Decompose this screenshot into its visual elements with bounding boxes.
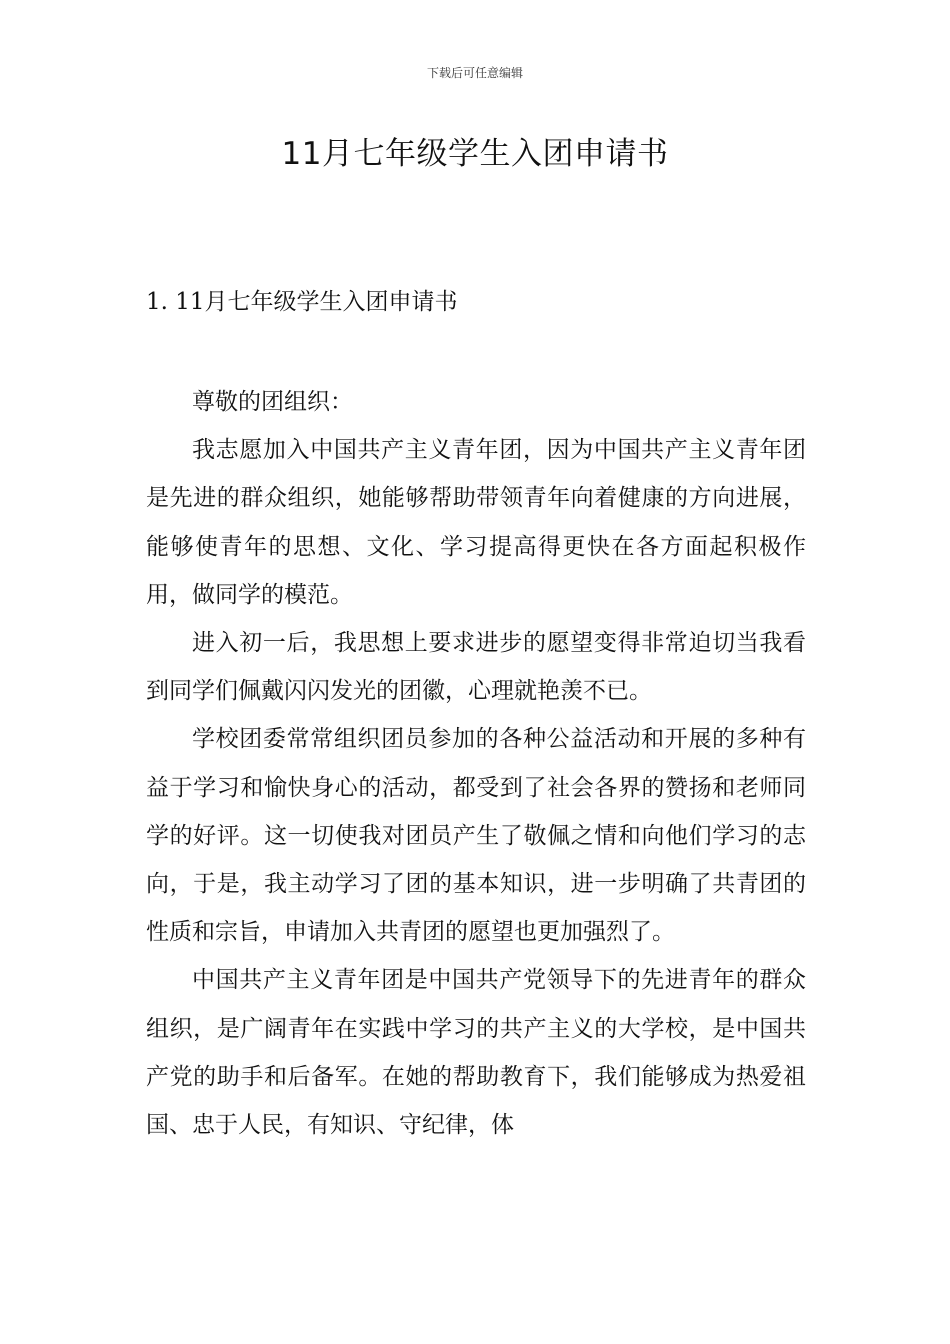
document-title: 11月七年级学生入团申请书	[281, 136, 669, 172]
paragraph: 学校团委常常组织团员参加的各种公益活动和开展的多种有益于学习和愉快身心的活动，都受到了社会各界的赞扬和老师同学的好评。这一切使我对团员产生了敬佩之情和向他们学习的志向，于是，我主动学习了团的基本知识，进一步明确了共青团的性质和宗旨，申请加入共青团的愿望也更加强烈了。	[146, 726, 806, 946]
section-heading: 1. 11月七年级学生入团申请书	[146, 289, 458, 315]
salutation: 尊敬的团组织：	[192, 389, 353, 415]
document-body	[146, 378, 806, 1149]
header-note: 下载后可任意编辑	[426, 66, 523, 80]
paragraph: 进入初一后，我思想上要求进步的愿望变得非常迫切当我看到同学们佩戴闪闪发光的团徽，心理就艳羡不已。	[146, 630, 806, 705]
paragraph: 我志愿加入中国共产主义青年团，因为中国共产主义青年团是先进的群众组织，她能够帮助带领青年向着健康的方向进展，能够使青年的思想、文化、学习提高得更快在各方面起积极作用，做同学的模范。	[146, 437, 806, 608]
paragraph: 中国共产主义青年团是中国共产党领导下的先进青年的群众组织，是广阔青年在实践中学习的共产主义的大学校，是中国共产党的助手和后备军。在她的帮助教育下，我们能够成为热爱祖国、忠于人民，有知识、守纪律，体	[146, 967, 806, 1139]
